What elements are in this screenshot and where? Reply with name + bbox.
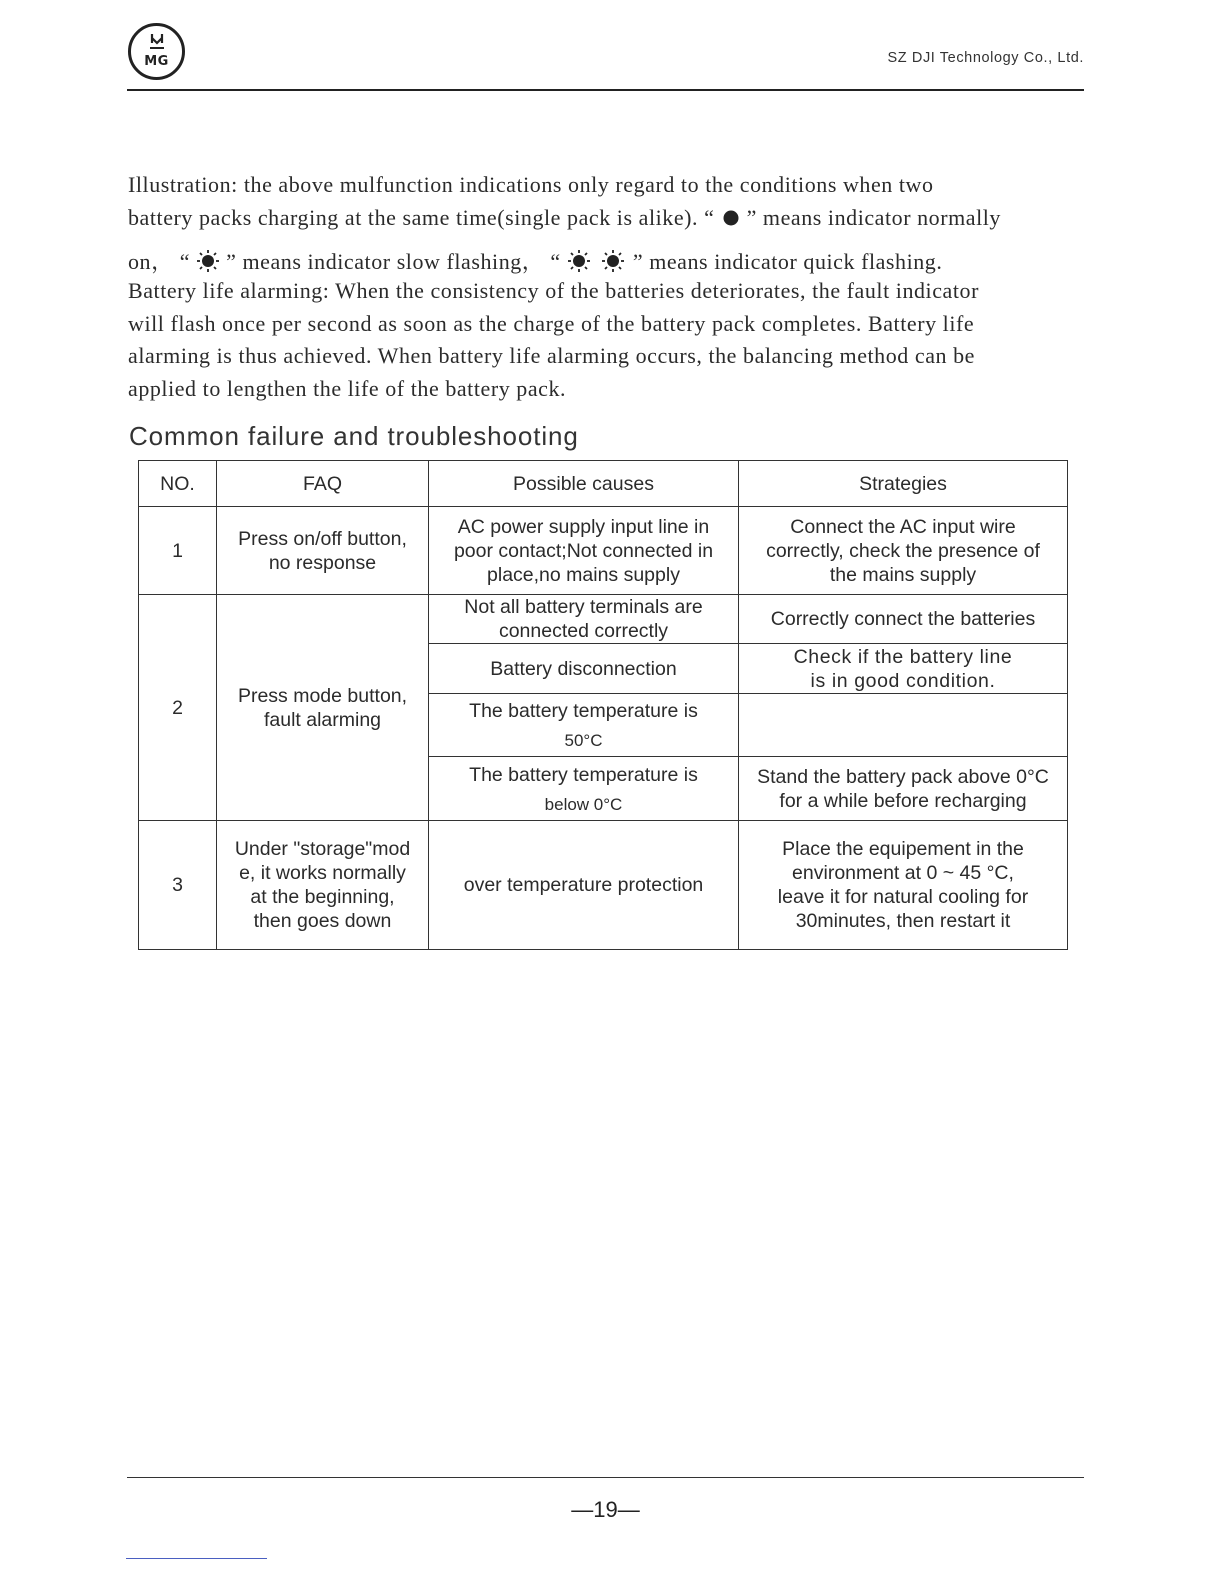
page-number: —19— [571,1497,640,1522]
cause-line: AC power supply input line in [457,515,710,538]
illustration-line-4: Battery life alarming: When the consistency of the batteries deteriorates, the fault indicator [128,278,979,303]
footer-link-line [126,1558,267,1559]
strategy-line: leave it for natural cooling for [777,886,1029,908]
faq-line: Under "storage"mod [234,838,411,860]
faq-line: e, it works normally [239,862,406,884]
logo-mark-icon [131,26,182,77]
row-number: 1 [139,507,217,595]
cause-line: place,no mains supply [487,563,680,586]
illustration-line-1: Illustration: the above mulfunction indications only regard to the conditions when two [128,172,934,197]
illustration-line-3 [128,245,942,276]
illustration-line-7: applied to lengthen the life of the battery pack. [128,376,567,401]
cause-cell: over temperature protection [429,821,739,950]
cause-cell [429,757,739,821]
row-number: 3 [139,821,217,950]
faq-cell [217,821,429,950]
strategy-cell [739,694,1068,757]
strategy-line: the mains supply [829,563,977,586]
faq-line: Press mode button, [237,684,408,707]
cause-cell: Battery disconnection [429,644,739,694]
strategy-cell: Correctly connect the batteries [739,595,1068,644]
temperature-value: below 0°C [544,794,623,814]
company-name: SZ DJI Technology Co., Ltd. [887,50,1084,66]
strategy-cell [739,644,1068,694]
strategy-line: 30minutes, then restart it [795,910,1011,932]
cause-line: The battery temperature is [469,763,698,786]
faq-line: then goes down [253,910,392,932]
cause-line: connected correctly [498,620,669,642]
header-causes: Possible causes [429,461,739,507]
indicator-on-icon [721,208,741,228]
strategy-cell [739,507,1068,595]
cause-line: Not all battery terminals are [464,596,703,618]
cause-cell [429,507,739,595]
row-number: 2 [139,595,217,821]
strategy-line: is in good condition. [810,669,996,692]
faq-line: fault alarming [263,708,382,731]
header-strategies: Strategies [739,461,1068,507]
illustration-text: on， “ [128,249,191,274]
header-faq: FAQ [217,461,429,507]
troubleshooting-table [138,460,1068,950]
strategy-line: correctly, check the presence of [766,539,1040,562]
temperature-value: 50°C [564,731,603,750]
strategy-line: Check if the battery line [793,645,1013,668]
header-no: NO. [139,461,217,507]
logo-text: MG [144,54,169,69]
illustration-text: ” means indicator slow flashing， “ [226,249,561,274]
strategy-cell [739,821,1068,950]
table-row [139,507,1068,595]
table-row [139,595,1068,644]
faq-line: no response [268,551,377,574]
section-heading: Common failure and troubleshooting [129,421,579,451]
indicator-quick-flash-icon [567,250,627,272]
strategy-line: for a while before recharging [779,789,1027,812]
faq-cell [217,595,429,821]
table-row [139,821,1068,950]
illustration-text: ” means indicator normally [746,205,1001,230]
strategy-line: environment at 0 ~ 45 °C, [792,862,1014,884]
illustration-text: battery packs charging at the same time(single pack is alike). “ [128,205,715,230]
indicator-slow-flash-icon [196,250,220,272]
table-header-row [139,461,1068,507]
illustration-line-6: alarming is thus achieved. When battery life alarming occurs, the balancing method can be [128,343,975,368]
faq-cell [217,507,429,595]
strategy-line: Connect the AC input wire [790,515,1016,538]
faq-line: at the beginning, [250,886,395,908]
faq-line: Press on/off button, [238,527,407,550]
cause-cell [429,595,739,644]
strategy-cell [739,757,1068,821]
strategy-line: Place the equipement in the [782,838,1024,860]
cause-line: The battery temperature is [469,700,698,722]
illustration-line-5: will flash once per second as soon as the charge of the battery pack completes. Battery life [128,311,975,336]
strategy-line: Stand the battery pack above 0°C [757,765,1049,788]
illustration-text: ” means indicator quick flashing. [632,249,943,274]
illustration-line-2 [128,205,1001,231]
company-logo [128,23,185,80]
header-divider [127,89,1084,91]
footer-divider [127,1477,1084,1478]
cause-line: poor contact;Not connected in [453,539,714,562]
cause-cell [429,694,739,757]
